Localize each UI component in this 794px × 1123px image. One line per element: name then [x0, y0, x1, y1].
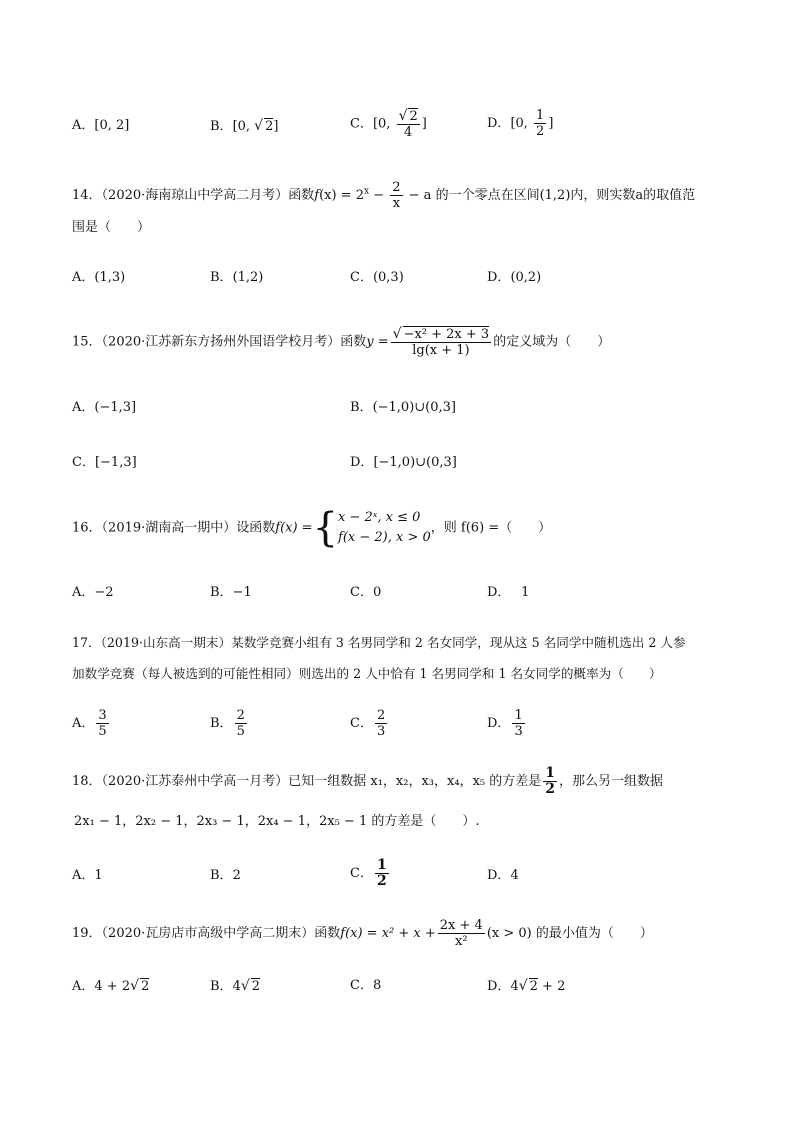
q17-option-a[interactable] — [72, 708, 111, 739]
fraction — [391, 326, 492, 358]
option-label: B． — [210, 585, 233, 600]
denominator: lg(x + 1) — [412, 343, 470, 358]
question-text: 的最小值为（ ） — [531, 926, 653, 941]
option-text: [0, — [232, 119, 255, 134]
radicand: 2 — [141, 979, 150, 994]
option-text: 8 — [372, 978, 382, 993]
option-label: A． — [72, 979, 95, 994]
denominator: 3 — [514, 724, 523, 739]
math-text: − a — [404, 188, 432, 203]
fraction — [375, 858, 389, 889]
option-label: D． — [487, 716, 511, 731]
question-text: ，那么另一组数据 — [559, 774, 664, 789]
option-label: C． — [350, 866, 373, 881]
sqrt-sign: √ — [398, 108, 408, 124]
q14-stem-line2: 围是（ ） — [72, 220, 151, 235]
q14-option-c[interactable] — [350, 268, 404, 288]
option-text: [0, 2] — [94, 118, 130, 133]
q19-option-a[interactable] — [72, 976, 149, 997]
math-text: (x > 0) — [486, 926, 532, 941]
question-text: 15．（2020·江苏新东方扬州外国语学校月考）函数 — [72, 334, 367, 350]
option-text: −1 — [232, 585, 252, 600]
math-var: f — [314, 188, 320, 203]
denominator: 3 — [376, 724, 386, 739]
denominator: 5 — [236, 724, 245, 739]
question-text: 的一个零点在区间(1,2)内，则实数a的取值范 — [431, 188, 696, 203]
option-text: 1 — [503, 585, 530, 600]
option-label: C． — [350, 978, 373, 993]
option-text: ] — [548, 116, 554, 131]
option-label: B． — [350, 400, 373, 415]
q14-option-b[interactable] — [210, 268, 263, 288]
math-text: f(x) = x² + x + — [340, 926, 436, 941]
option-text: [0, — [510, 116, 533, 131]
q17-option-d[interactable] — [487, 708, 527, 739]
option-text: 4 + 2 — [94, 979, 131, 994]
fraction — [375, 708, 387, 739]
option-label: C． — [72, 455, 95, 470]
fraction — [543, 766, 557, 797]
q13-option-d[interactable] — [487, 108, 553, 139]
option-label: C． — [350, 585, 373, 600]
denominator: x² — [455, 934, 468, 949]
denominator: 2 — [536, 124, 545, 139]
q19-option-b[interactable] — [210, 976, 260, 997]
q14-option-a[interactable] — [72, 268, 125, 288]
option-label: D． — [487, 979, 511, 994]
q17-option-c[interactable] — [350, 708, 389, 739]
exponent: x — [363, 186, 370, 197]
q18-stem-line2: 2x₁ − 1，2x₂ − 1，2x₃ − 1，2x₄ − 1，2x₅ − 1 的方差是（ ）. — [74, 814, 480, 829]
fraction — [534, 108, 546, 139]
numerator: 1 — [514, 708, 523, 723]
sqrt-sign: √ — [518, 978, 528, 994]
option-text: 4 — [232, 979, 241, 994]
option-label: B． — [210, 119, 233, 134]
option-text: ] — [273, 119, 279, 134]
q14-option-d[interactable] — [487, 268, 541, 288]
denominator: 4 — [404, 125, 413, 140]
q18-option-c[interactable] — [350, 858, 391, 889]
option-text: ] — [421, 116, 427, 132]
numerator: 2 — [392, 180, 401, 195]
q15-option-a[interactable] — [72, 398, 136, 418]
option-label: C． — [350, 270, 373, 285]
q15-option-d[interactable] — [350, 453, 457, 473]
option-text: [0, — [372, 116, 395, 132]
numerator: 2 — [236, 708, 245, 723]
option-label: A． — [72, 118, 95, 133]
q16-option-d[interactable] — [487, 583, 529, 603]
q15-stem — [72, 326, 610, 358]
option-text: + 2 — [537, 979, 566, 994]
option-label: D． — [487, 868, 511, 883]
option-text: (1,2) — [232, 270, 264, 285]
q16-option-c[interactable] — [350, 583, 381, 603]
numerator: −x² + 2x + 3 — [403, 327, 490, 342]
option-text: 1 — [94, 868, 103, 883]
question-text: 的定义域为（ ） — [493, 334, 611, 350]
denominator: 2 — [376, 873, 387, 889]
radicand: 2 — [265, 119, 274, 134]
option-label: A． — [72, 585, 95, 600]
math-text: − — [369, 188, 389, 203]
option-text: [−1,3] — [94, 455, 137, 470]
numerator: 2 — [409, 109, 418, 124]
question-text: 14．（2020·海南琼山中学高二月考）函数 — [72, 188, 315, 203]
option-label: A． — [72, 400, 95, 415]
q17-stem: 17．（2019·山东高一期末）某数学竞赛小组有 3 名男同学和 2 名女同学，现从这 5 名同学中随机选出 2 人参 — [72, 635, 686, 650]
option-text: 2 — [232, 868, 241, 883]
option-label: D． — [487, 270, 511, 285]
q15-option-b[interactable] — [350, 398, 456, 418]
case-line: f(x − 2), x > 0 — [338, 530, 431, 545]
q16-stem — [72, 505, 552, 551]
sqrt-sign: √ — [240, 978, 250, 994]
q16-option-a[interactable] — [72, 583, 114, 603]
numerator: 2 — [376, 708, 386, 723]
radicand: 2 — [251, 979, 261, 994]
option-text: (0,3) — [372, 270, 404, 285]
denominator: x — [392, 196, 401, 211]
case-line: x − 2ˣ, x ≤ 0 — [338, 510, 421, 525]
option-text: (−1,0)∪(0,3] — [372, 400, 456, 415]
numerator: 1 — [545, 765, 555, 781]
option-label: B． — [210, 979, 233, 994]
option-text: (1,3) — [94, 270, 126, 285]
q13-option-a[interactable] — [72, 116, 129, 136]
math-text: y = — [366, 334, 389, 350]
sqrt-sign: √ — [130, 978, 140, 994]
option-label: B． — [210, 716, 233, 731]
q16-option-b[interactable] — [210, 583, 252, 603]
denominator: 5 — [98, 724, 107, 739]
option-label: C． — [350, 716, 373, 731]
q18-stem — [72, 766, 663, 797]
q17-stem-line2: 加数学竞赛（每人被选到的可能性相同）则选出的 2 人中恰有 1 名男同学和 1 名女同学的概率为（ ） — [72, 666, 662, 681]
q17-option-b[interactable] — [210, 708, 249, 739]
option-label: D． — [487, 116, 511, 131]
brace-icon: { — [312, 505, 339, 551]
option-label: C． — [350, 116, 373, 132]
q13-option-c[interactable] — [350, 108, 427, 140]
numerator: 2x + 4 — [439, 918, 483, 933]
piecewise-cases — [338, 508, 431, 548]
option-label: D． — [487, 585, 504, 600]
q15-option-c[interactable] — [72, 453, 137, 473]
fraction — [438, 918, 485, 949]
sqrt-sign: √ — [254, 118, 264, 134]
q19-option-c[interactable] — [350, 976, 381, 996]
option-text: −2 — [94, 585, 114, 600]
q18-option-a[interactable] — [72, 866, 103, 886]
question-text: 19．（2020·瓦房店市高级中学高二期末）函数 — [72, 926, 341, 941]
option-text: 4 — [510, 979, 519, 994]
q19-option-d[interactable] — [487, 976, 565, 997]
fraction — [512, 708, 524, 739]
question-text: 18．（2020·江苏泰州中学高一月考）已知一组数据 x₁，x₂，x₃，x₄，x₅ 的方差是 — [72, 774, 542, 789]
option-text: 4 — [510, 868, 519, 883]
fraction — [96, 708, 108, 739]
fraction — [397, 108, 420, 140]
question-text: 16．（2019·湖南高一期中）设函数 — [72, 520, 276, 536]
option-text: (0,2) — [510, 270, 542, 285]
denominator: 2 — [545, 781, 555, 797]
fraction — [235, 708, 247, 739]
option-label: B． — [210, 868, 233, 883]
q19-stem — [72, 918, 653, 949]
numerator: 1 — [376, 857, 387, 873]
option-text: [−1,0)∪(0,3] — [373, 455, 457, 470]
q18-option-b[interactable] — [210, 866, 241, 886]
option-label: B． — [210, 270, 233, 285]
option-label: A． — [72, 716, 95, 731]
numerator: 1 — [536, 108, 545, 123]
q18-option-d[interactable] — [487, 866, 519, 886]
question-text: ，则 f(6) =（ ） — [430, 520, 552, 536]
option-label: A． — [72, 270, 95, 285]
option-label: D． — [350, 455, 374, 470]
radicand: 2 — [529, 979, 538, 994]
option-text: (−1,3] — [94, 400, 137, 415]
sqrt-sign: √ — [392, 326, 402, 342]
math-text: f(x) = — [275, 520, 313, 536]
option-text: 0 — [372, 585, 382, 600]
math-text: (x) = 2 — [319, 188, 364, 203]
q13-option-b[interactable] — [210, 116, 278, 137]
fraction — [390, 180, 402, 211]
numerator: 3 — [98, 708, 107, 723]
option-label: A． — [72, 868, 95, 883]
q14-stem — [72, 180, 695, 211]
